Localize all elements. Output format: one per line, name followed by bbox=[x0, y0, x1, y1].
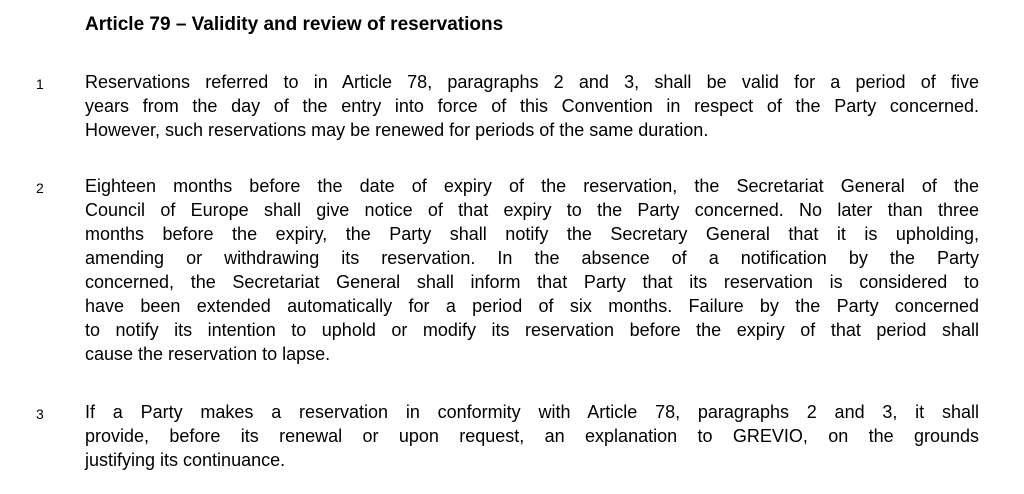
text-line: If a Party makes a reservation in conformity with Article 78, paragraphs 2 and 3, it shall bbox=[85, 402, 979, 422]
text-line: concerned, the Secretariat General shall inform that Party that its reservation is considered to bbox=[85, 272, 979, 292]
text-line: years from the day of the entry into force of this Convention in respect of the Party concerned. bbox=[85, 96, 979, 116]
paragraph-number: 1 bbox=[36, 76, 44, 92]
text-line: amending or withdrawing its reservation. In the absence of a notification by the Party bbox=[85, 248, 979, 268]
article-title: Article 79 – Validity and review of reservations bbox=[85, 14, 504, 35]
paragraph-number: 2 bbox=[36, 180, 44, 196]
paragraph-text bbox=[85, 70, 979, 142]
text-line: cause the reservation to lapse. bbox=[85, 344, 331, 364]
text-line: Reservations referred to in Article 78, paragraphs 2 and 3, shall be valid for a period of five bbox=[85, 72, 979, 92]
text-line: have been extended automatically for a period of six months. Failure by the Party concerned bbox=[85, 296, 979, 316]
paragraph-text bbox=[85, 400, 979, 472]
text-line: justifying its continuance. bbox=[85, 450, 286, 470]
text-line: provide, before its renewal or upon request, an explanation to GREVIO, on the grounds bbox=[85, 426, 979, 446]
text-line: Eighteen months before the date of expiry of the reservation, the Secretariat General of the bbox=[85, 176, 979, 196]
text-line: to notify its intention to uphold or modify its reservation before the expiry of that period shall bbox=[85, 320, 979, 340]
text-line: However, such reservations may be renewed for periods of the same duration. bbox=[85, 120, 709, 140]
text-line: Council of Europe shall give notice of that expiry to the Party concerned. No later than three bbox=[85, 200, 979, 220]
paragraph-text bbox=[85, 174, 979, 366]
text-line: months before the expiry, the Party shall notify the Secretary General that it is upholding, bbox=[85, 224, 979, 244]
paragraph-number: 3 bbox=[36, 406, 44, 422]
